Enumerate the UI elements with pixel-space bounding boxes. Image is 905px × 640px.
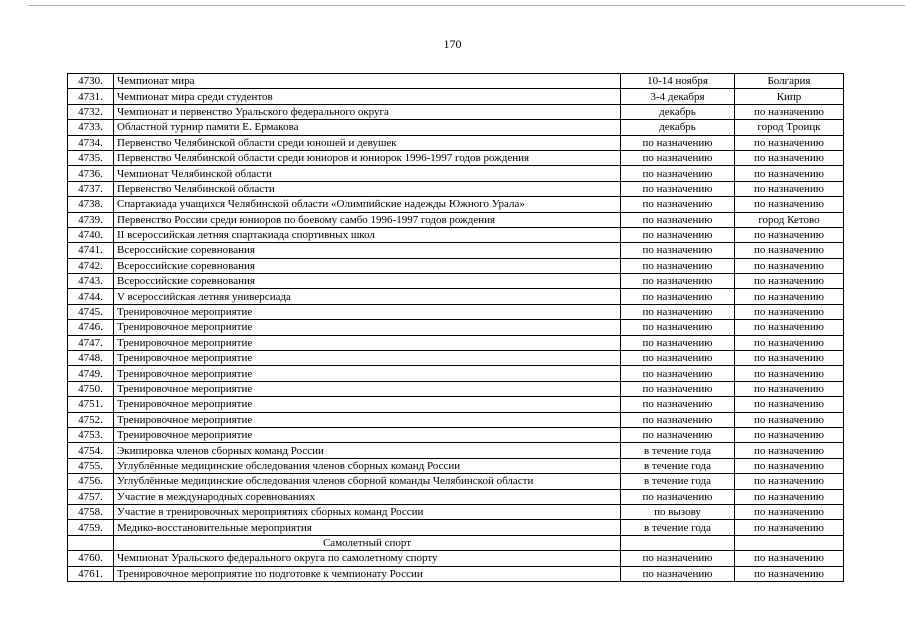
row-number-cell: 4752. xyxy=(68,412,114,427)
event-date-cell: по назначению xyxy=(621,427,735,442)
event-date-cell: по назначению xyxy=(621,166,735,181)
event-name-cell: Спартакиада учащихся Челябинской области «Олимпийские надежды Южного Урала» xyxy=(114,197,621,212)
row-number-cell: 4737. xyxy=(68,181,114,196)
row-number-cell: 4759. xyxy=(68,520,114,535)
row-number-cell: 4749. xyxy=(68,366,114,381)
table-row xyxy=(68,304,844,319)
table-row xyxy=(68,212,844,227)
event-name-cell: Чемпионат Уральского федерального округа по самолетному спорту xyxy=(114,551,621,566)
event-name-cell: Тренировочное мероприятие xyxy=(114,304,621,319)
table-row xyxy=(68,427,844,442)
event-place-cell: по назначению xyxy=(735,443,844,458)
table-row xyxy=(68,566,844,581)
table-row xyxy=(68,150,844,165)
event-date-cell: по назначению xyxy=(621,243,735,258)
event-date-cell: в течение года xyxy=(621,443,735,458)
event-name-cell: Медико-восстановительные мероприятия xyxy=(114,520,621,535)
row-number-cell: 4753. xyxy=(68,427,114,442)
event-date-cell: по назначению xyxy=(621,335,735,350)
row-number-cell: 4747. xyxy=(68,335,114,350)
event-place-cell: по назначению xyxy=(735,381,844,396)
event-date-cell: по назначению xyxy=(621,489,735,504)
event-place-cell: по назначению xyxy=(735,458,844,473)
table-row xyxy=(68,504,844,519)
row-number-cell: 4730. xyxy=(68,74,114,89)
table-row xyxy=(68,551,844,566)
row-number-cell: 4741. xyxy=(68,243,114,258)
row-number-cell: 4736. xyxy=(68,166,114,181)
row-number-cell: 4755. xyxy=(68,458,114,473)
event-name-cell: Чемпионат мира среди студентов xyxy=(114,89,621,104)
table-row xyxy=(68,366,844,381)
event-date-cell: по назначению xyxy=(621,135,735,150)
event-date-cell: по назначению xyxy=(621,197,735,212)
table-row xyxy=(68,274,844,289)
event-name-cell: Тренировочное мероприятие xyxy=(114,335,621,350)
event-name-cell: Первенство Челябинской области xyxy=(114,181,621,196)
event-name-cell: Первенство России среди юниоров по боевому самбо 1996-1997 годов рождения xyxy=(114,212,621,227)
event-name-cell: Тренировочное мероприятие xyxy=(114,366,621,381)
event-name-cell: Чемпионат и первенство Уральского федерального округа xyxy=(114,104,621,119)
table-row xyxy=(68,443,844,458)
event-date-cell: по назначению xyxy=(621,227,735,242)
row-number-cell: 4748. xyxy=(68,351,114,366)
table-row xyxy=(68,335,844,350)
event-date-cell: по назначению xyxy=(621,258,735,273)
event-place-cell: по назначению xyxy=(735,150,844,165)
event-name-cell: Углублённые медицинские обследования членов сборной команды Челябинской области xyxy=(114,474,621,489)
event-date-cell: по назначению xyxy=(621,397,735,412)
event-name-cell: Тренировочное мероприятие xyxy=(114,412,621,427)
event-date-cell: по назначению xyxy=(621,304,735,319)
event-name-cell: V всероссийская летняя универсиада xyxy=(114,289,621,304)
row-number-cell: 4760. xyxy=(68,551,114,566)
row-number-cell: 4750. xyxy=(68,381,114,396)
section-title: Самолетный спорт xyxy=(114,535,621,550)
event-date-cell: в течение года xyxy=(621,458,735,473)
table-row xyxy=(68,120,844,135)
event-name-cell: Первенство Челябинской области среди юниоров и юниорок 1996-1997 годов рождения xyxy=(114,150,621,165)
event-place-cell: по назначению xyxy=(735,566,844,581)
event-date-cell: по назначению xyxy=(621,351,735,366)
table-row xyxy=(68,351,844,366)
row-number-cell: 4757. xyxy=(68,489,114,504)
table-row xyxy=(68,227,844,242)
event-date-cell: 10-14 ноября xyxy=(621,74,735,89)
row-number-cell: 4740. xyxy=(68,227,114,242)
row-number-cell: 4734. xyxy=(68,135,114,150)
row-number-cell: 4739. xyxy=(68,212,114,227)
event-place-cell: по назначению xyxy=(735,197,844,212)
event-place-cell: по назначению xyxy=(735,397,844,412)
section-empty-cell xyxy=(735,535,844,550)
table-row xyxy=(68,181,844,196)
row-number-cell: 4745. xyxy=(68,304,114,319)
event-date-cell: по вызову xyxy=(621,504,735,519)
event-place-cell: по назначению xyxy=(735,289,844,304)
event-place-cell: по назначению xyxy=(735,427,844,442)
event-name-cell: Углублённые медицинские обследования членов сборных команд России xyxy=(114,458,621,473)
table-row xyxy=(68,412,844,427)
event-date-cell: 3-4 декабря xyxy=(621,89,735,104)
top-rule xyxy=(28,5,905,6)
event-place-cell: Болгария xyxy=(735,74,844,89)
table-row xyxy=(68,74,844,89)
event-name-cell: Участие в международных соревнованиях xyxy=(114,489,621,504)
table-row xyxy=(68,489,844,504)
event-place-cell: по назначению xyxy=(735,520,844,535)
event-name-cell: Всероссийские соревнования xyxy=(114,274,621,289)
event-date-cell: декабрь xyxy=(621,120,735,135)
event-date-cell: по назначению xyxy=(621,274,735,289)
events-table-body xyxy=(68,74,844,582)
event-date-cell: по назначению xyxy=(621,566,735,581)
event-place-cell: город Троицк xyxy=(735,120,844,135)
event-place-cell: по назначению xyxy=(735,104,844,119)
event-name-cell: Областной турнир памяти Е. Ермакова xyxy=(114,120,621,135)
event-place-cell: по назначению xyxy=(735,274,844,289)
event-date-cell: по назначению xyxy=(621,150,735,165)
event-name-cell: Чемпионат Челябинской области xyxy=(114,166,621,181)
row-number-cell: 4758. xyxy=(68,504,114,519)
row-number-cell: 4751. xyxy=(68,397,114,412)
event-place-cell: по назначению xyxy=(735,227,844,242)
row-number-cell: 4743. xyxy=(68,274,114,289)
row-number-cell: 4746. xyxy=(68,320,114,335)
event-date-cell: в течение года xyxy=(621,520,735,535)
event-place-cell: по назначению xyxy=(735,304,844,319)
table-row xyxy=(68,135,844,150)
event-place-cell: город Кетово xyxy=(735,212,844,227)
event-date-cell: в течение года xyxy=(621,474,735,489)
event-date-cell: по назначению xyxy=(621,320,735,335)
event-name-cell: Тренировочное мероприятие xyxy=(114,427,621,442)
section-empty-cell xyxy=(621,535,735,550)
row-number-cell: 4756. xyxy=(68,474,114,489)
event-place-cell: по назначению xyxy=(735,166,844,181)
event-name-cell: Тренировочное мероприятие xyxy=(114,351,621,366)
table-row xyxy=(68,166,844,181)
row-number-cell: 4744. xyxy=(68,289,114,304)
event-name-cell: Чемпионат мира xyxy=(114,74,621,89)
row-number-cell: 4742. xyxy=(68,258,114,273)
event-place-cell: Кипр xyxy=(735,89,844,104)
table-row xyxy=(68,104,844,119)
event-date-cell: по назначению xyxy=(621,551,735,566)
event-name-cell: Тренировочное мероприятие xyxy=(114,397,621,412)
event-date-cell: декабрь xyxy=(621,104,735,119)
section-header-row xyxy=(68,535,844,550)
event-name-cell: Тренировочное мероприятие по подготовке к чемпионату России xyxy=(114,566,621,581)
event-place-cell: по назначению xyxy=(735,351,844,366)
table-row xyxy=(68,197,844,212)
table-row xyxy=(68,320,844,335)
event-place-cell: по назначению xyxy=(735,551,844,566)
event-date-cell: по назначению xyxy=(621,381,735,396)
event-place-cell: по назначению xyxy=(735,489,844,504)
section-empty-cell xyxy=(68,535,114,550)
table-row xyxy=(68,397,844,412)
table-row xyxy=(68,474,844,489)
event-name-cell: Тренировочное мероприятие xyxy=(114,320,621,335)
table-row xyxy=(68,520,844,535)
event-name-cell: II всероссийская летняя спартакиада спортивных школ xyxy=(114,227,621,242)
events-table xyxy=(67,73,844,582)
table-row xyxy=(68,258,844,273)
table-row xyxy=(68,89,844,104)
event-place-cell: по назначению xyxy=(735,366,844,381)
event-date-cell: по назначению xyxy=(621,289,735,304)
event-name-cell: Первенство Челябинской области среди юношей и девушек xyxy=(114,135,621,150)
event-place-cell: по назначению xyxy=(735,135,844,150)
event-place-cell: по назначению xyxy=(735,181,844,196)
row-number-cell: 4732. xyxy=(68,104,114,119)
event-place-cell: по назначению xyxy=(735,504,844,519)
event-date-cell: по назначению xyxy=(621,212,735,227)
event-name-cell: Экипировка членов сборных команд России xyxy=(114,443,621,458)
event-date-cell: по назначению xyxy=(621,181,735,196)
row-number-cell: 4733. xyxy=(68,120,114,135)
event-place-cell: по назначению xyxy=(735,243,844,258)
event-name-cell: Всероссийские соревнования xyxy=(114,243,621,258)
event-place-cell: по назначению xyxy=(735,412,844,427)
event-place-cell: по назначению xyxy=(735,258,844,273)
table-row xyxy=(68,458,844,473)
row-number-cell: 4761. xyxy=(68,566,114,581)
row-number-cell: 4754. xyxy=(68,443,114,458)
page-number: 170 xyxy=(443,37,462,51)
row-number-cell: 4735. xyxy=(68,150,114,165)
table-row xyxy=(68,243,844,258)
table-row xyxy=(68,381,844,396)
event-place-cell: по назначению xyxy=(735,335,844,350)
event-date-cell: по назначению xyxy=(621,366,735,381)
table-row xyxy=(68,289,844,304)
event-place-cell: по назначению xyxy=(735,320,844,335)
event-name-cell: Участие в тренировочных мероприятиях сборных команд России xyxy=(114,504,621,519)
event-name-cell: Всероссийские соревнования xyxy=(114,258,621,273)
row-number-cell: 4738. xyxy=(68,197,114,212)
event-date-cell: по назначению xyxy=(621,412,735,427)
event-place-cell: по назначению xyxy=(735,474,844,489)
row-number-cell: 4731. xyxy=(68,89,114,104)
event-name-cell: Тренировочное мероприятие xyxy=(114,381,621,396)
